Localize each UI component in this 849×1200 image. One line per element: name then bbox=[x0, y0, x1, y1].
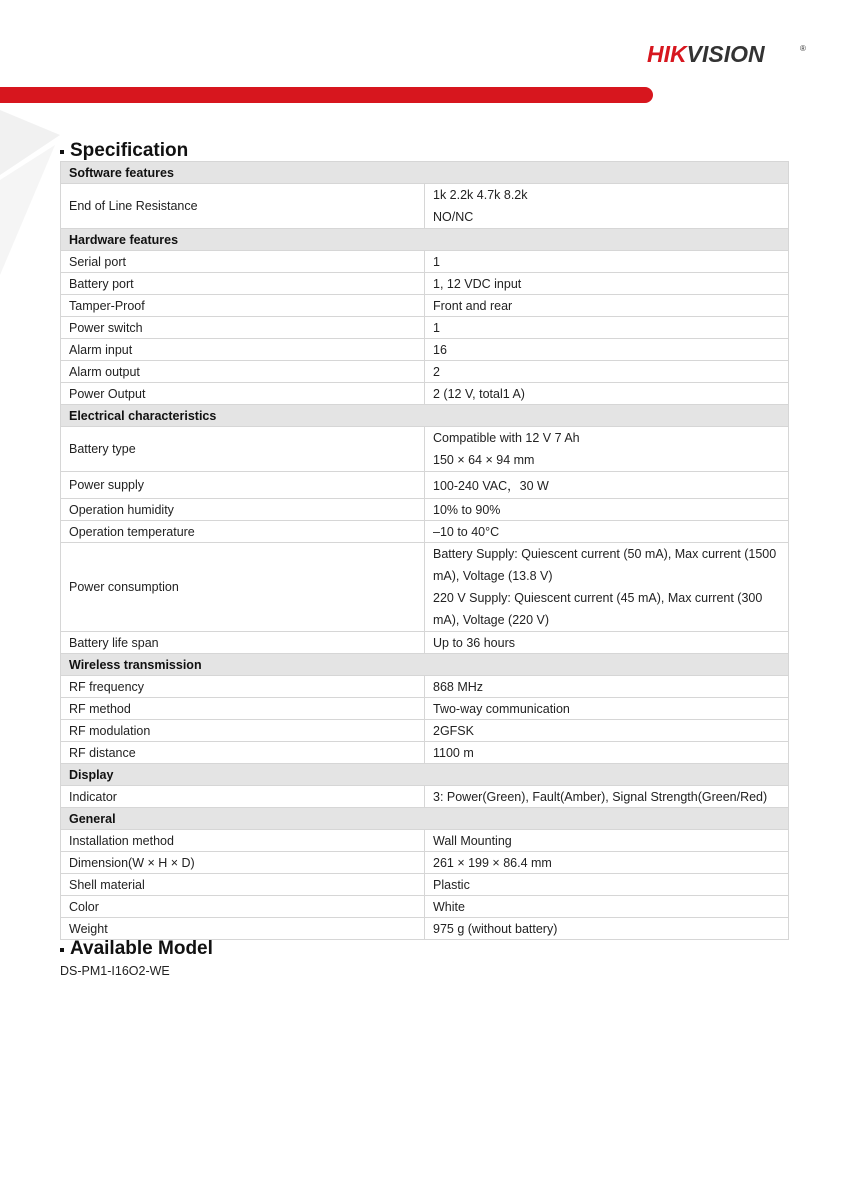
logo-hik: HIK bbox=[647, 41, 687, 67]
spec-value-line: Plastic bbox=[433, 877, 470, 892]
spec-value-line: 1, 12 VDC input bbox=[433, 276, 522, 291]
spec-key: Installation method bbox=[61, 830, 425, 852]
table-row bbox=[61, 918, 789, 940]
spec-value-line: 2GFSK bbox=[433, 723, 474, 738]
table-row bbox=[61, 339, 789, 361]
section-header-row bbox=[61, 405, 789, 427]
spec-value bbox=[425, 295, 789, 317]
spec-value-line: 868 MHz bbox=[433, 679, 484, 694]
table-row bbox=[61, 361, 789, 383]
spec-value-line: 1k 2.2k 4.7k 8.2k bbox=[433, 188, 528, 202]
table-row bbox=[61, 472, 789, 499]
section-header: Hardware features bbox=[61, 229, 789, 251]
spec-value bbox=[425, 184, 789, 229]
spec-value-line: –10 to 40°C bbox=[433, 524, 500, 539]
spec-value bbox=[425, 874, 789, 896]
table-row bbox=[61, 830, 789, 852]
spec-key: RF method bbox=[61, 698, 425, 720]
section-header-row bbox=[61, 764, 789, 786]
spec-value-line: 220 V Supply: Quiescent current (45 mA), Max current (300 mA), Voltage (220 V) bbox=[433, 591, 763, 627]
table-row bbox=[61, 383, 789, 405]
spec-key: Power Output bbox=[61, 383, 425, 405]
model-name: DS-PM1-I16O2-WE bbox=[60, 964, 170, 978]
spec-key: Battery type bbox=[61, 427, 425, 472]
section-header: Display bbox=[61, 764, 789, 786]
spec-key: Battery port bbox=[61, 273, 425, 295]
spec-value bbox=[425, 786, 789, 808]
spec-key: Color bbox=[61, 896, 425, 918]
section-header: Software features bbox=[61, 162, 789, 184]
table-row bbox=[61, 251, 789, 273]
spec-value-line: 975 g (without battery) bbox=[433, 921, 558, 936]
spec-key: RF frequency bbox=[61, 676, 425, 698]
spec-value-line: Two-way communication bbox=[433, 701, 570, 716]
spec-value-line: Up to 36 hours bbox=[433, 635, 515, 650]
specification-table bbox=[60, 161, 789, 940]
spec-key: RF distance bbox=[61, 742, 425, 764]
spec-key: Power switch bbox=[61, 317, 425, 339]
logo-vision: VISION bbox=[686, 41, 765, 67]
spec-value bbox=[425, 251, 789, 273]
spec-key: End of Line Resistance bbox=[61, 184, 425, 229]
spec-value-line: 10% to 90% bbox=[433, 502, 501, 517]
spec-value-line: 1 bbox=[433, 320, 440, 335]
spec-value-line: 2 (12 V, total1 A) bbox=[433, 386, 525, 401]
spec-value bbox=[425, 632, 789, 654]
spec-key: Serial port bbox=[61, 251, 425, 273]
table-row bbox=[61, 543, 789, 632]
spec-value-line: NO/NC bbox=[433, 210, 474, 224]
spec-key: Shell material bbox=[61, 874, 425, 896]
section-header: Electrical characteristics bbox=[61, 405, 789, 427]
spec-key: Alarm output bbox=[61, 361, 425, 383]
table-row bbox=[61, 521, 789, 543]
table-row bbox=[61, 698, 789, 720]
spec-key: Weight bbox=[61, 918, 425, 940]
spec-value-line: 1100 m bbox=[433, 745, 474, 760]
spec-value-line: Front and rear bbox=[433, 298, 513, 313]
table-row bbox=[61, 317, 789, 339]
section-header-row bbox=[61, 808, 789, 830]
spec-value bbox=[425, 499, 789, 521]
section-header: General bbox=[61, 808, 789, 830]
spec-value-line: 16 bbox=[433, 342, 447, 357]
spec-key: Indicator bbox=[61, 786, 425, 808]
section-header-row bbox=[61, 162, 789, 184]
spec-value bbox=[425, 918, 789, 940]
table-row bbox=[61, 786, 789, 808]
table-row bbox=[61, 295, 789, 317]
spec-value bbox=[425, 698, 789, 720]
spec-key: Operation humidity bbox=[61, 499, 425, 521]
table-row bbox=[61, 896, 789, 918]
spec-value-line: 2 bbox=[433, 364, 440, 379]
svg-text:HIKVISION bbox=[647, 41, 765, 67]
available-model-heading: Available Model bbox=[60, 938, 213, 960]
spec-value-line: Compatible with 12 V 7 Ah bbox=[433, 431, 580, 445]
table-row bbox=[61, 852, 789, 874]
bullet-icon bbox=[60, 150, 64, 154]
spec-key: Tamper-Proof bbox=[61, 295, 425, 317]
spec-key: Operation temperature bbox=[61, 521, 425, 543]
spec-value-line: Battery Supply: Quiescent current (50 mA), Max current (1500 mA), Voltage (13.8 V) bbox=[433, 547, 777, 583]
table-row bbox=[61, 720, 789, 742]
trademark-symbol: ® bbox=[800, 44, 806, 53]
spec-value bbox=[425, 273, 789, 295]
spec-key: Power consumption bbox=[61, 543, 425, 632]
spec-value bbox=[425, 676, 789, 698]
spec-value bbox=[425, 427, 789, 472]
spec-value bbox=[425, 896, 789, 918]
spec-value bbox=[425, 472, 789, 499]
spec-key: Alarm input bbox=[61, 339, 425, 361]
spec-key: Battery life span bbox=[61, 632, 425, 654]
spec-value bbox=[425, 383, 789, 405]
spec-value bbox=[425, 361, 789, 383]
spec-value bbox=[425, 830, 789, 852]
table-row bbox=[61, 184, 789, 229]
spec-value-line: Wall Mounting bbox=[433, 833, 512, 848]
section-header-row bbox=[61, 654, 789, 676]
spec-value bbox=[425, 339, 789, 361]
specification-heading: Specification bbox=[60, 140, 188, 162]
spec-key: RF modulation bbox=[61, 720, 425, 742]
table-row bbox=[61, 874, 789, 896]
spec-value bbox=[425, 742, 789, 764]
table-row bbox=[61, 427, 789, 472]
spec-value-line: 1 bbox=[433, 254, 440, 269]
table-row bbox=[61, 676, 789, 698]
section-header: Wireless transmission bbox=[61, 654, 789, 676]
spec-value-line: 100-240 VAC，30 W bbox=[433, 479, 549, 493]
spec-key: Power supply bbox=[61, 472, 425, 499]
spec-value-line: 150 × 64 × 94 mm bbox=[433, 453, 535, 467]
spec-value bbox=[425, 543, 789, 632]
spec-key: Dimension(W × H × D) bbox=[61, 852, 425, 874]
spec-value bbox=[425, 521, 789, 543]
spec-value-line: 3: Power(Green), Fault(Amber), Signal Strength(Green/Red) bbox=[433, 789, 768, 804]
hikvision-logo bbox=[647, 40, 807, 68]
table-row bbox=[61, 499, 789, 521]
table-row bbox=[61, 742, 789, 764]
spec-value-line: White bbox=[433, 899, 465, 914]
spec-value bbox=[425, 317, 789, 339]
section-header-row bbox=[61, 229, 789, 251]
table-row bbox=[61, 273, 789, 295]
spec-value bbox=[425, 720, 789, 742]
bullet-icon bbox=[60, 948, 64, 952]
header-red-bar bbox=[0, 87, 653, 103]
table-row bbox=[61, 632, 789, 654]
spec-value bbox=[425, 852, 789, 874]
spec-value-line: 261 × 199 × 86.4 mm bbox=[433, 855, 552, 870]
